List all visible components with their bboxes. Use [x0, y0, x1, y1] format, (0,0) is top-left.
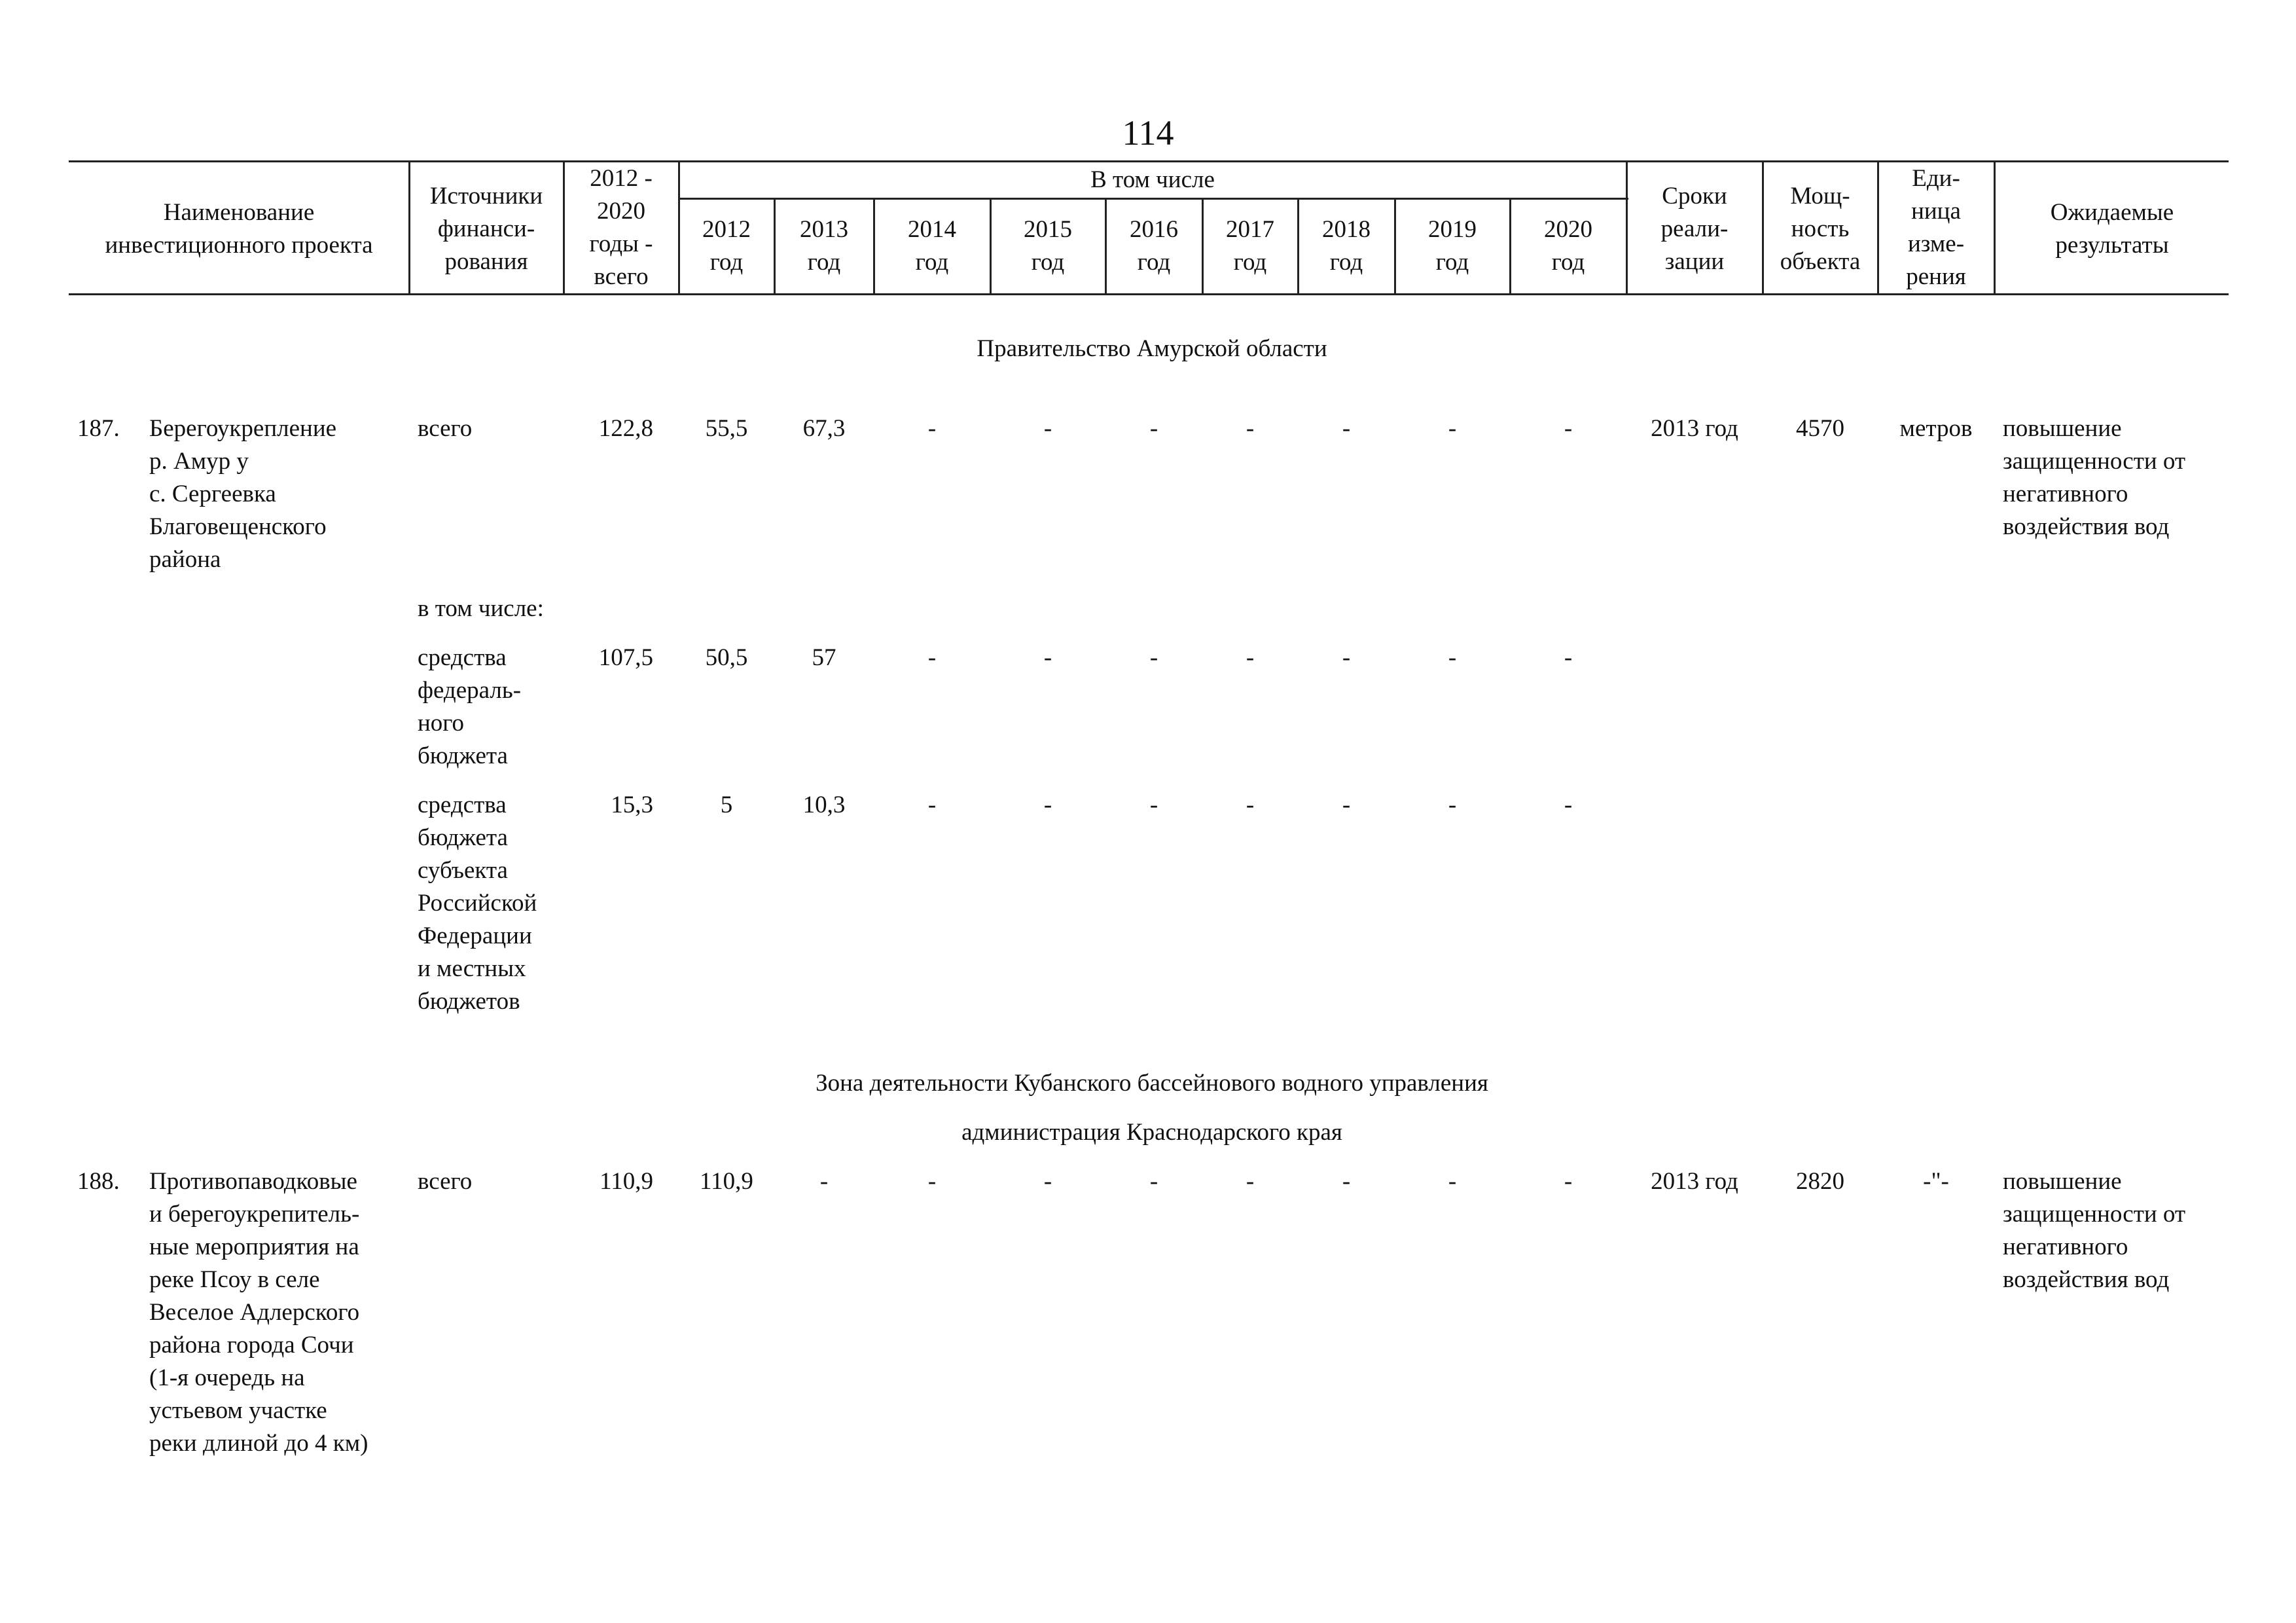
header-subgroup-line — [679, 198, 1628, 200]
project-unit: -"- — [1923, 1168, 1949, 1195]
value-2013: 10,3 — [802, 792, 846, 818]
value-2013: 67,3 — [802, 415, 846, 442]
header-year-2014: 2014 год — [908, 216, 956, 276]
value-2014: - — [927, 1168, 937, 1195]
section-title: Зона деятельности Кубанского бассейнового водного управления — [816, 1070, 1488, 1097]
value-2015: - — [1043, 644, 1052, 671]
project-capacity: 2820 — [1796, 1168, 1844, 1195]
value-2017: - — [1246, 644, 1255, 671]
header-capacity: Мощ- ность объекта — [1780, 183, 1861, 275]
value-2015: - — [1043, 792, 1052, 818]
value-2016: - — [1149, 792, 1158, 818]
value-2012: 50,5 — [705, 644, 748, 671]
project-terms: 2013 год — [1651, 1168, 1738, 1195]
value-2016: - — [1149, 644, 1158, 671]
section-subtitle: администрация Краснодарского края — [961, 1119, 1342, 1146]
value-2015: - — [1043, 1168, 1052, 1195]
value-2014: - — [927, 415, 937, 442]
value-2012: 5 — [720, 792, 733, 818]
project-result: повышение защищенности от негативного воздействия вод — [2003, 1168, 2186, 1293]
value-2018: - — [1342, 792, 1351, 818]
project-name: Берегоукрепление р. Амур у с. Сергеевка Благовещенского района — [149, 415, 337, 573]
value-2018: - — [1342, 1168, 1351, 1195]
value-2012: 55,5 — [705, 415, 748, 442]
header-year-2018: 2018 год — [1322, 216, 1371, 276]
project-number: 188. — [77, 1168, 120, 1195]
value-2014: - — [927, 792, 937, 818]
header-year-2015: 2015 год — [1024, 216, 1072, 276]
value-2019: - — [1448, 415, 1457, 442]
value-2013: 57 — [812, 644, 836, 671]
project-number: 187. — [77, 415, 120, 442]
value-total: 110,9 — [600, 1168, 653, 1195]
header-year-2019: 2019 год — [1428, 216, 1477, 276]
value-2017: - — [1246, 792, 1255, 818]
header-results: Ожидаемые результаты — [2050, 199, 2174, 259]
header-bottom-line — [69, 293, 2229, 295]
source-federal: средства федераль- ного бюджета — [418, 644, 522, 769]
value-2013: - — [819, 1168, 829, 1195]
value-2018: - — [1342, 415, 1351, 442]
value-2018: - — [1342, 644, 1351, 671]
value-2017: - — [1246, 415, 1255, 442]
value-2019: - — [1448, 644, 1457, 671]
header-year-2017: 2017 год — [1226, 216, 1274, 276]
header-year-2020: 2020 год — [1544, 216, 1592, 276]
header-including: В том числе — [1090, 166, 1215, 193]
value-2019: - — [1448, 792, 1457, 818]
header-sources: Источники финанси- рования — [429, 183, 543, 275]
value-2016: - — [1149, 415, 1158, 442]
value-2020: - — [1564, 792, 1573, 818]
value-2014: - — [927, 644, 937, 671]
project-terms: 2013 год — [1651, 415, 1738, 442]
value-2012: 110,9 — [700, 1168, 753, 1195]
value-total: 122,8 — [598, 415, 653, 442]
value-2020: - — [1564, 415, 1573, 442]
header-year-2013: 2013 год — [800, 216, 848, 276]
header-total: 2012 - 2020 годы - всего — [589, 165, 653, 290]
value-total: 15,3 — [611, 792, 653, 818]
header-year-2012: 2012 год — [702, 216, 751, 276]
header-unit: Еди- ница изме- рения — [1906, 165, 1966, 290]
project-result: повышение защищенности от негативного воздействия вод — [2003, 415, 2186, 540]
page-number: 114 — [1122, 113, 1174, 153]
value-total: 107,5 — [598, 644, 653, 671]
header-name: Наименование инвестиционного проекта — [105, 199, 373, 259]
source-total: всего — [418, 1168, 473, 1195]
section-title: Правительство Амурской области — [977, 335, 1327, 362]
value-2020: - — [1564, 1168, 1573, 1195]
value-2019: - — [1448, 1168, 1457, 1195]
header-terms: Сроки реали- зации — [1660, 183, 1729, 275]
source-regional: средства бюджета субъекта Российской Федерации и местных бюджетов — [418, 792, 537, 1015]
value-2016: - — [1149, 1168, 1158, 1195]
project-capacity: 4570 — [1796, 415, 1844, 442]
project-name: Противопаводковые и берегоукрепитель- ные мероприятия на реке Псоу в селе Веселое Адлерского района города Сочи (1-я очередь на устьевом участке реки длиной до 4 км) — [149, 1168, 368, 1457]
value-2020: - — [1564, 644, 1573, 671]
source-including: в том числе: — [418, 595, 544, 622]
project-unit: метров — [1899, 415, 1973, 442]
source-total: всего — [418, 415, 473, 442]
header-year-2016: 2016 год — [1130, 216, 1178, 276]
value-2017: - — [1246, 1168, 1255, 1195]
value-2015: - — [1043, 415, 1052, 442]
